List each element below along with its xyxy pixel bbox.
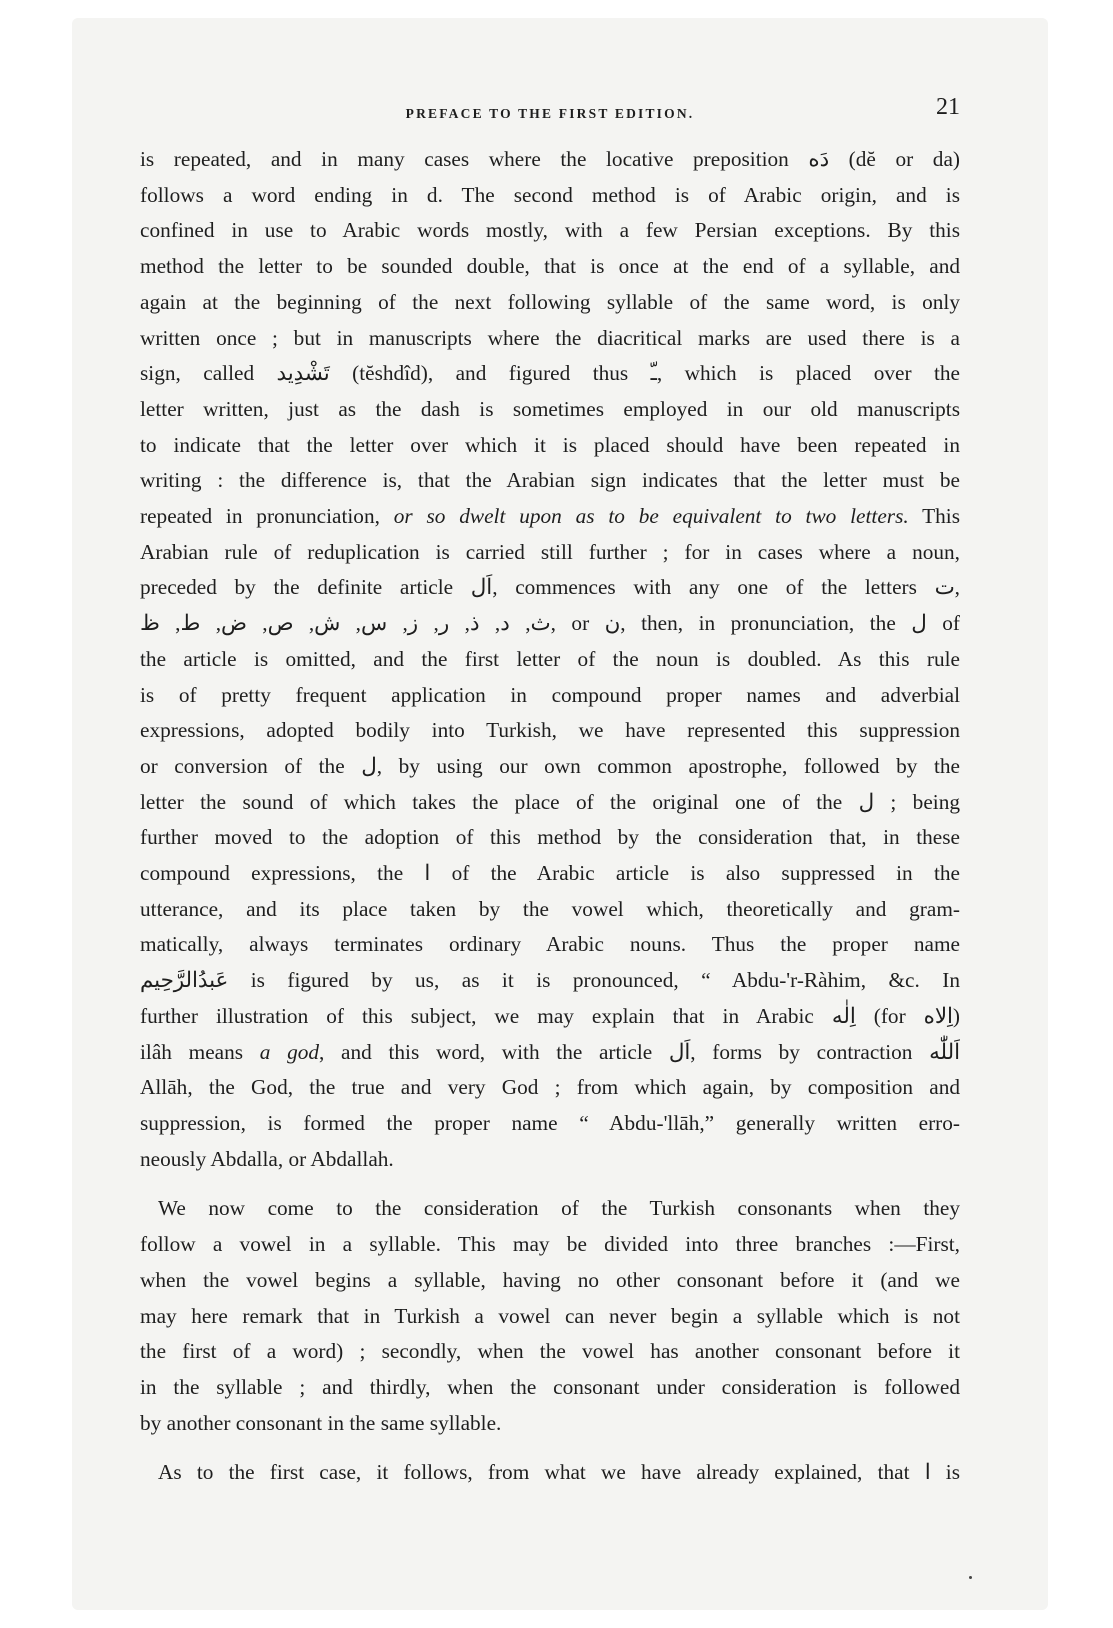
running-head xyxy=(140,92,960,128)
paragraph-2 xyxy=(140,1191,960,1441)
text-line: method the letter to be sounded double, that is once at the end of a syllable, and xyxy=(140,254,960,279)
italic-phrase: or so dwelt upon as to be equivalent to two letters. xyxy=(393,504,909,529)
text-line: further illustration of this subject, we may explain that in Arabic اِلٰه (for اِلاه) xyxy=(140,1003,960,1028)
paragraph-3 xyxy=(140,1455,960,1491)
text-line: again at the beginning of the next following syllable of the same word, is only xyxy=(140,289,960,314)
paragraph-gap xyxy=(140,1441,960,1455)
text-line: confined in use to Arabic words mostly, with a few Persian exceptions. By this xyxy=(140,218,960,243)
text-run: , and this word, with the article اَل, forms by contraction اَللّٰه xyxy=(319,1039,960,1064)
text-line-mixed xyxy=(140,1035,960,1071)
paragraph-gap xyxy=(140,1177,960,1191)
text-line: Allāh, the God, the true and very God ; from which again, by composition and xyxy=(140,1075,960,1100)
text-line: utterance, and its place taken by the vowel which, theoretically and gram- xyxy=(140,896,960,921)
text-line: when the vowel begins a syllable, having no other consonant before it (and we xyxy=(140,1267,960,1292)
italic-word: a god xyxy=(259,1039,320,1064)
paragraph-1 xyxy=(140,142,960,1177)
text-line: We now come to the consideration of the Turkish consonants when they xyxy=(158,1196,960,1221)
text-line: expressions, adopted bodily into Turkish, we have represented this suppression xyxy=(140,718,960,743)
text-run: This xyxy=(922,504,960,529)
text-line: Arabian rule of reduplication is carried still further ; for in cases where a noun, xyxy=(140,539,960,564)
text-line-mixed xyxy=(140,499,960,535)
text-line: by another consonant in the same syllable. xyxy=(140,1410,502,1435)
text-line: ث, د, ذ, ر, ز, س, ش, ص, ض, ط, ظ, or ن, then, in pronunciation, the ل of xyxy=(140,611,960,636)
text-line: follows a word ending in d. The second method is of Arabic origin, and is xyxy=(140,182,960,207)
running-title: PREFACE TO THE FIRST EDITION. xyxy=(405,106,695,121)
text-line: neously Abdalla, or Abdallah. xyxy=(140,1146,394,1171)
text-line: is of pretty frequent application in compound proper names and adverbial xyxy=(140,682,960,707)
text-line: As to the first case, it follows, from what we have already explained, that ا is xyxy=(158,1460,960,1485)
text-line: may here remark that in Turkish a vowel can never begin a syllable which is not xyxy=(140,1303,960,1328)
text-run: repeated in pronunciation, xyxy=(140,504,380,529)
text-line: letter the sound of which takes the place of the original one of the ل ; being xyxy=(140,789,960,814)
text-line: further moved to the adoption of this method by the consideration that, in these xyxy=(140,825,960,850)
text-line: writing : the difference is, that the Arabian sign indicates that the letter must be xyxy=(140,468,960,493)
text-line: the article is omitted, and the first letter of the noun is doubled. As this rule xyxy=(140,646,960,671)
text-line: matically, always terminates ordinary Arabic nouns. Thus the proper name xyxy=(140,932,960,957)
ink-speck xyxy=(969,1576,972,1579)
text-line: to indicate that the letter over which it is placed should have been repeated in xyxy=(140,432,960,457)
text-line: عَبدُالرَّحِيم is figured by us, as it is pronounced, “ Abdu-'r-Ràhim, &c. In xyxy=(140,968,960,993)
text-line: letter written, just as the dash is sometimes employed in our old manuscripts xyxy=(140,396,960,421)
text-line: sign, called تَشْدِيد (tĕshdîd), and figured thus ـّ, which is placed over the xyxy=(140,361,960,386)
text-line: follow a vowel in a syllable. This may be divided into three branches :—First, xyxy=(140,1232,960,1257)
text-line: suppression, is formed the proper name “ Abdu-'llāh,” generally written erro- xyxy=(140,1110,960,1135)
text-line: in the syllable ; and thirdly, when the consonant under consideration is followed xyxy=(140,1374,960,1399)
text-line: or conversion of the ل, by using our own common apostrophe, followed by the xyxy=(140,753,960,778)
text-line: compound expressions, the ا of the Arabic article is also suppressed in the xyxy=(140,861,960,886)
page-number: 21 xyxy=(936,94,960,120)
text-line: preceded by the definite article اَل, commences with any one of the letters ت, xyxy=(140,575,960,600)
document-page xyxy=(140,92,960,1491)
text-line: is repeated, and in many cases where the locative preposition دَه (dĕ or da) xyxy=(140,147,960,171)
text-run: ilâh means xyxy=(140,1039,244,1064)
text-line: written once ; but in manuscripts where the diacritical marks are used there is a xyxy=(140,325,960,350)
text-line: the first of a word) ; secondly, when the vowel has another consonant before it xyxy=(140,1339,960,1364)
